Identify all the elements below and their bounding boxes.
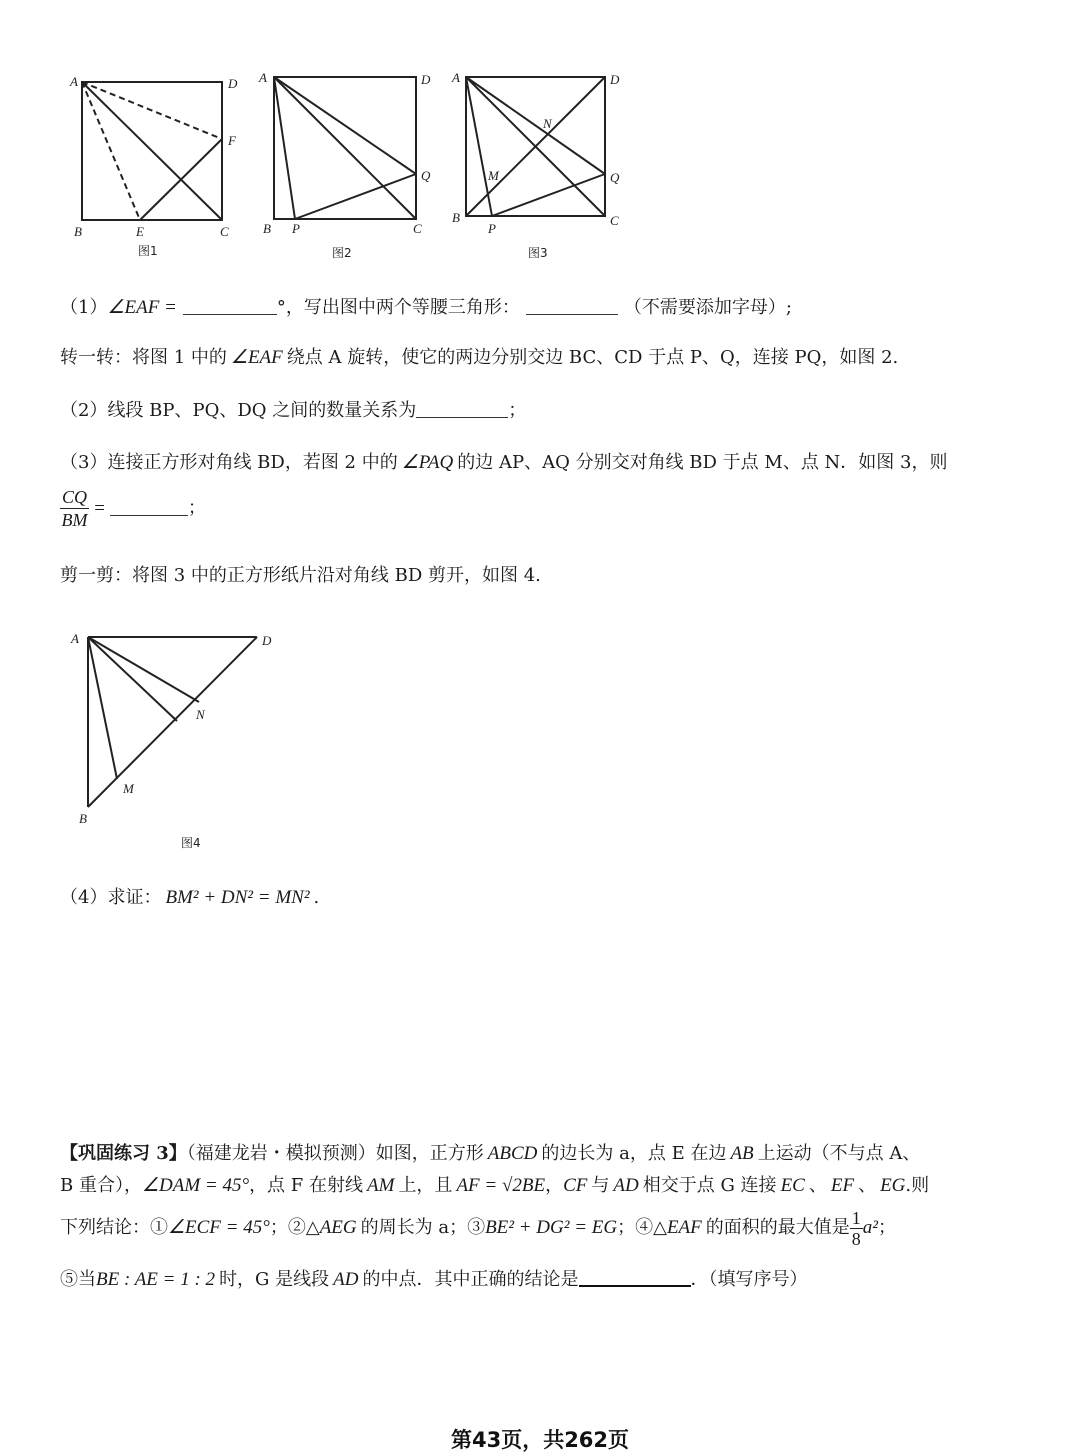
question-1: （1）∠EAF = °，写出图中两个等腰三角形： （不需要添加字母）; [60, 297, 792, 318]
figure-4-diagram [65, 625, 295, 835]
cut-instruction: 剪一剪：将图 3 中的正方形纸片沿对角线 BD 剪开，如图 4. [60, 565, 541, 586]
svg-text:N: N [543, 116, 552, 131]
svg-text:D: D [421, 72, 431, 87]
svg-text:N: N [196, 707, 205, 722]
figure-1 [60, 70, 250, 258]
svg-text:C: C [413, 221, 422, 236]
page-footer: 第43页，共262页 [450, 1428, 630, 1452]
figure-2-caption: 图2 [332, 246, 352, 260]
question-4: （4）求证： BM² + DN² = MN² . [60, 887, 320, 908]
figure-2-diagram [255, 70, 445, 245]
svg-text:P: P [292, 221, 300, 236]
question-2: （2）线段 BP、PQ、DQ 之间的数量关系为 ； [60, 400, 527, 421]
svg-text:D: D [610, 72, 620, 87]
question-3: （3）连接正方形对角线 BD，若图 2 中的 ∠PAQ 的边 AP、AQ 分别交对角线 BD 于点 M、点 N．如图 3，则 [60, 452, 948, 473]
svg-text:B: B [74, 224, 82, 239]
svg-text:C: C [610, 213, 619, 228]
practice-line-1: 【巩固练习 3】（福建龙岩・模拟预测）如图，正方形 ABCD 的边长为 a，点 E 在边 AB 上运动（不与点 A、 [60, 1143, 921, 1164]
practice-line-2: B 重合），∠DAM = 45°，点 F 在射线 AM 上，且 AF = √2BE，CF 与 AD 相交于点 G 连接 EC 、 EF 、 EG.则 [60, 1175, 930, 1196]
practice-line-4: ⑤当BE : AE = 1 : 2 时，G 是线段 AD 的中点．其中正确的结论是 ．（填写序号） [60, 1269, 808, 1290]
svg-text:B: B [79, 811, 87, 826]
svg-text:A: A [259, 70, 267, 85]
question-3-fraction: $\frac{CQ}{BM}$ = ； [61, 487, 206, 530]
svg-text:B: B [263, 221, 271, 236]
figure-3-diagram [448, 70, 638, 245]
svg-text:A: A [452, 70, 460, 85]
svg-text:D: D [228, 76, 238, 91]
figure-4 [65, 625, 295, 850]
svg-text:F: F [228, 133, 236, 148]
svg-text:E: E [136, 224, 144, 239]
figure-1-caption: 图1 [138, 244, 158, 258]
svg-text:Q: Q [421, 168, 431, 183]
svg-text:M: M [488, 168, 499, 183]
turn-instruction: 转一转：将图 1 中的 ∠EAF 绕点 A 旋转，使它的两边分别交边 BC、CD 于点 P、Q，连接 PQ，如图 2. [60, 347, 899, 368]
practice-line-3: 下列结论：①∠ECF = 45°；②△AEG 的周长为 a；③BE² + DG² = EG；④△EAF 的面积的最大值是 $\frac{1}{8}$ a²； [60, 1207, 896, 1249]
svg-text:M: M [123, 781, 134, 796]
svg-text:D: D [262, 633, 272, 648]
figure-2 [255, 70, 445, 260]
svg-text:P: P [488, 221, 496, 236]
svg-text:A: A [70, 74, 78, 89]
figure-4-caption: 图4 [181, 836, 201, 850]
figure-3-caption: 图3 [528, 246, 548, 260]
svg-text:Q: Q [610, 170, 620, 185]
svg-text:B: B [452, 210, 460, 225]
svg-text:C: C [220, 224, 229, 239]
svg-text:A: A [71, 631, 79, 646]
figure-3 [448, 70, 638, 260]
figure-1-diagram [60, 70, 250, 245]
